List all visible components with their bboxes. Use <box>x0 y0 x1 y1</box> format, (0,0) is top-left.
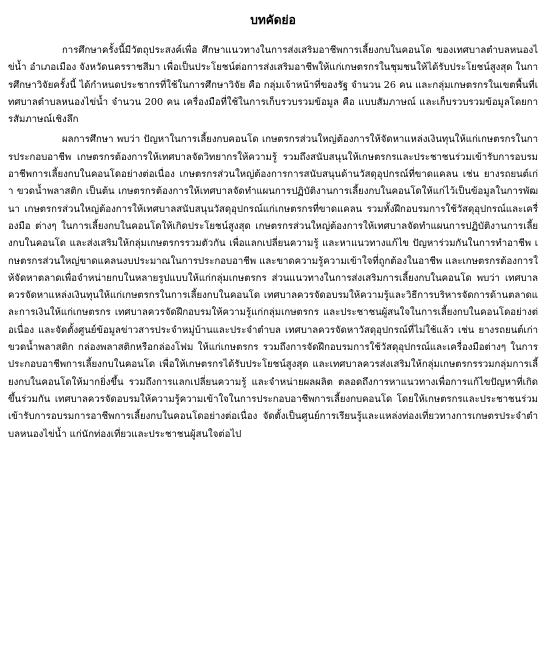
paragraph-findings: ผลการศึกษา พบว่า ปัญหาในการเลี้ยงกบคอนโด เกษตรกรส่วนใหญ่ต้องการให้จัดหาแหล่งเงินทุนให้แก่เกษตรกรในการประกอบอาชีพ เกษตรกรต้องการให้เทศบาลจัดวิทยากรให้ความรู้ รวมถึงสนับสนุนให้เกษตรกรและประชาชนร่วมเข้ารับการอบรมอาชีพการเลี้ยงกบในคอนโดอย่างต่อเนื่อง เกษตรกรส่วนใหญ่ต้องการการสนับสนุนด้านวัสดุอุปกรณ์ที่ขาดแคลน เช่น ยางรถยนต์เก่า ขวดน้ำพลาสติก เป็นต้น เกษตรกรต้องการให้เทศบาลจัดทำแผนการปฏิบัติงานการเลี้ยงกบในคอนโดให้แก่ไว้เป็นข้อมูลในการพัฒนา เกษตรกรส่วนใหญ่ต้องการให้เทศบาลสนับสนุนวัสดุอุปกรณ์แก่เกษตรกรที่ขาดแคลน รวมทั้งฝึกอบรมการใช้วัสดุอุปกรณ์และเครื่องมือ ต่างๆ ในการเลี้ยงกบในคอนโดให้เกิดประโยชน์สูงสุด เกษตรกรส่วนใหญ่ต้องการให้เทศบาลจัดทำแผนการปฏิบัติงานการเลี้ยงกบในคอนโด และส่งเสริมให้กลุ่มเกษตรกรรวมตัวกัน เพื่อแลกเปลี่ยนความรู้ และหาแนวทางแก้ไข ปัญหาร่วมกันในการทำอาชีพ เกษตรกรส่วนใหญ่ขาดแคลนงบประมาณในการประกอบอาชีพ และขาดความรู้ความเข้าใจที่ถูกต้องในอาชีพ และเกษตรกรต้องการให้จัดหาตลาดเพื่อจำหน่ายกบในหลายรูปแบบให้แก่กลุ่มเกษตรกร ส่วนแนวทางในการส่งเสริมการเลี้ยงกบในคอนโด พบว่า เทศบาลควรจัดหาแหล่งเงินทุนให้แก่เกษตรกรในการเลี้ยงกบในคอนโด เทศบาลควรจัดอบรมให้ความรู้และวิธีการบริหารจัดการด้านตลาดและการเงินให้แก่เกษตรกร เทศบาลควรจัดฝึกอบรมให้ความรู้แก่กลุ่มเกษตรกร และประชาชนผู้สนใจในการเลี้ยงกบในคอนโดอย่างต่อเนื่อง และจัดตั้งศูนย์ข้อมูลข่าวสารประจำหมู่บ้านและประจำตำบล เทศบาลควรจัดหาวัสดุอุปกรณ์ที่ไม่ใช้แล้ว เช่น ยางรถยนต์เก่า ขวดน้ำพลาสติก กล่องพลาสติกหรือกล่องโฟม ให้แก่เกษตรกร รวมถึงการจัดฝึกอบรมการใช้วัสดุอุปกรณ์และเครื่องมือต่างๆ ในการประกอบอาชีพการเลี้ยงกบในคอนโด เพื่อให้เกษตรกรได้รับประโยชน์สูงสุด และเทศบาลควรส่งเสริมให้กลุ่มเกษตรกรรวมกลุ่มการเลี้ยงกบในคอนโดให้มากยิ่งขึ้น รวมถึงการแลกเปลี่ยนความรู้ และจำหน่ายผลผลิต ตลอดถึงการหาแนวทางเพื่อการแก้ไขปัญหาที่เกิดขึ้นร่วมกัน เทศบาลควรจัดอบรมให้ความรู้ความเข้าใจในการประกอบอาชีพการเลี้ยงกบคอนโด โดยให้เกษตรกรและประชาชนร่วมเข้ารับการอบรมการอาชีพการเลี้ยงกบในคอนโดอย่างต่อเนื่อง จัดตั้งเป็นศูนย์การเรียนรู้และแหล่งท่องเที่ยวทางการเกษตรประจำตำบลหนองไข่น้ำ แก่นักท่องเที่ยวและประชาชนผู้สนใจต่อไป <box>8 134 538 440</box>
page-title: บทคัดย่อ <box>250 13 296 27</box>
paragraph-objectives: การศึกษาครั้งนี้มีวัตถุประสงค์เพื่อ ศึกษาแนวทางในการส่งเสริมอาชีพการเลี้ยงกบในคอนโด ของเทศบาลตำบลหนองไข่น้ำ อำเภอเมือง จังหวัดนครราชสีมา เพื่อเป็นประโยชน์ต่อการส่งเสริมอาชีพให้แก่เกษตรกรในชุมชนให้ได้รับประโยชน์สูงสุด ในการศึกษาวิจัยครั้งนี้ ได้กำหนดประชากรที่ใช้ในการศึกษาวิจัย คือ กลุ่มเจ้าหน้าที่ของรัฐ จำนวน 26 คน และกลุ่มเกษตรกรในเขตพื้นที่เทศบาลตำบลหนองไข่น้ำ จำนวน 200 คน เครื่องมือที่ใช้ในการเก็บรวบรวมข้อมูล คือ แบบสัมภาษณ์ และเก็บรวบรวมข้อมูลโดยการสัมภาษณ์เชิงลึก <box>8 45 538 126</box>
